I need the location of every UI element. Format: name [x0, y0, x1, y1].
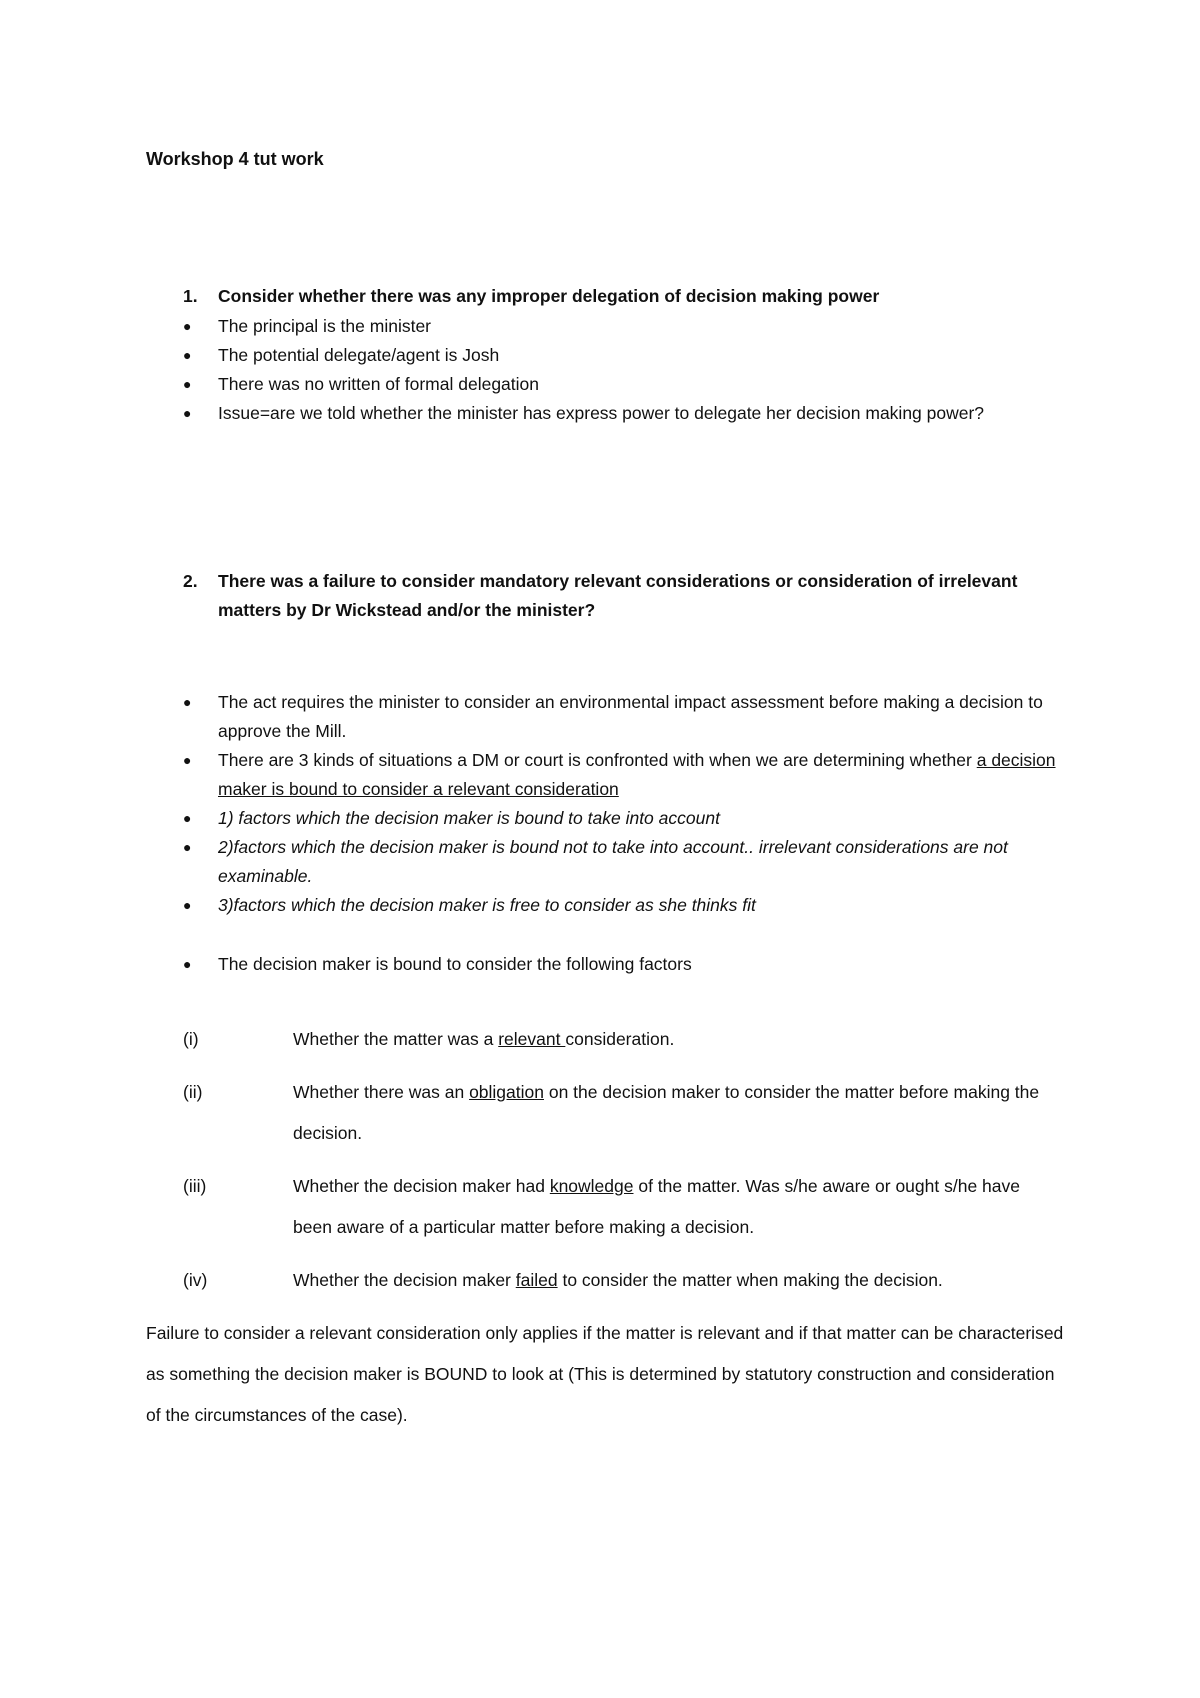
list-item: ● Issue=are we told whether the minister has express power to delegate her decision making power? [183, 399, 1063, 428]
list-item: ● 3)factors which the decision maker is free to consider as she thinks fit [183, 891, 1063, 920]
factor-row [183, 1072, 1063, 1154]
factor-numeral: (iii) [183, 1176, 207, 1196]
factor-numeral: (ii) [183, 1082, 203, 1102]
factor-text: Whether the decision maker failed to consider the matter when making the decision. [293, 1270, 943, 1290]
section-1-number: 1. [183, 286, 198, 306]
conclusion-paragraph: Failure to consider a relevant consideration only applies if the matter is relevant and if that matter can be characterised as something the decision maker is BOUND to look at (This is determined by statutory construction and consideration of the circumstances of the case). [146, 1323, 1064, 1425]
bullet-icon: ● [183, 752, 192, 768]
section-1-bullet-list [183, 312, 1063, 428]
list-item: ● The potential delegate/agent is Josh [183, 341, 1063, 370]
section-1-heading [183, 282, 1063, 311]
factor-row [183, 1260, 1063, 1301]
list-item: ● 1) factors which the decision maker is bound to take into account [183, 804, 1063, 833]
factor-text: Whether the matter was a relevant consideration. [293, 1029, 675, 1049]
bullet-icon: ● [183, 897, 192, 913]
bullet-icon: ● [183, 839, 192, 855]
bullet-icon: ● [183, 347, 192, 363]
section-2-bullet-list-2 [183, 950, 1063, 979]
list-item: ● The act requires the minister to consider an environmental impact assessment before making a decision to approve the Mill. [183, 688, 1063, 746]
bullet-icon: ● [183, 694, 192, 710]
bullet-icon: ● [183, 810, 192, 826]
factor-text: Whether the decision maker had knowledge of the matter. Was s/he aware or ought s/he have been aware of a particular matter before making a decision. [293, 1176, 1020, 1237]
list-item: ● There was no written of formal delegation [183, 370, 1063, 399]
list-item: ● The decision maker is bound to consider the following factors [183, 950, 1063, 979]
section-2-number: 2. [183, 571, 198, 591]
factor-numeral: (iv) [183, 1270, 208, 1290]
factor-numeral: (i) [183, 1029, 199, 1049]
underlined-phrase: a decision maker is bound to consider a relevant consideration [218, 750, 1056, 799]
bullet-icon: ● [183, 376, 192, 392]
section-2-heading-text: There was a failure to consider mandatory relevant considerations or consideration of irrelevant matters by Dr Wickstead and/or the minister? [218, 571, 1018, 620]
section-1-heading-text: Consider whether there was any improper delegation of decision making power [218, 286, 880, 306]
document-title: Workshop 4 tut work [146, 149, 324, 169]
section-2-heading [183, 567, 1063, 625]
factor-text: Whether there was an obligation on the decision maker to consider the matter before making the decision. [293, 1082, 1040, 1143]
list-item: ● The principal is the minister [183, 312, 1063, 341]
factor-row [183, 1019, 1063, 1060]
list-item: ● There are 3 kinds of situations a DM or court is confronted with when we are determining whether a decision maker is bound to consider a relevant consideration [183, 746, 1063, 804]
factor-row [183, 1166, 1063, 1248]
bullet-icon: ● [183, 405, 192, 421]
list-item: ● 2)factors which the decision maker is bound not to take into account.. irrelevant considerations are not examinable. [183, 833, 1063, 891]
section-2-bullet-list [183, 688, 1063, 920]
bullet-icon: ● [183, 318, 192, 334]
bullet-icon: ● [183, 956, 192, 972]
